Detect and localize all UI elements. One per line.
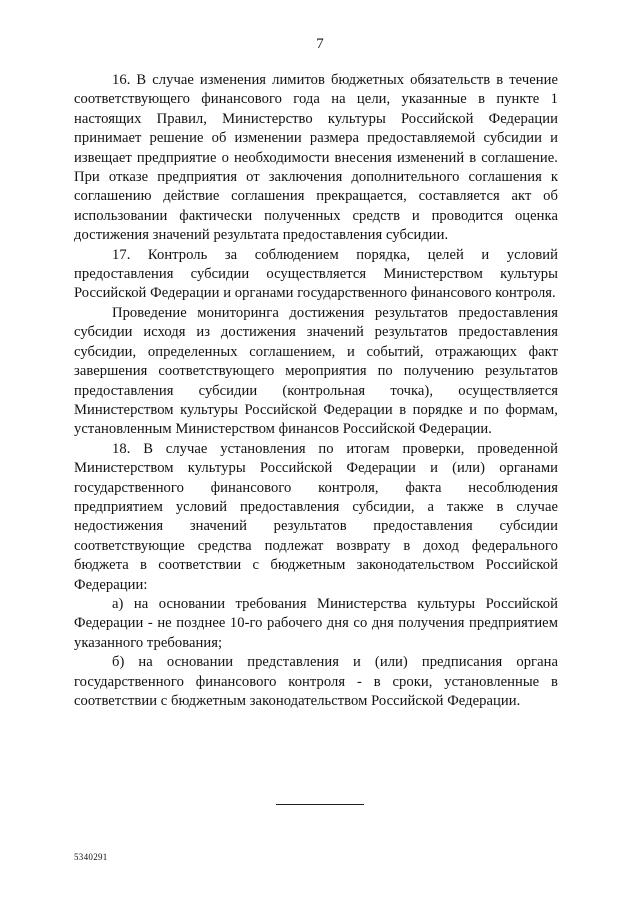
paragraph-monitoring: Проведение мониторинга достижения результатов предоставления субсидии исходя из достижения значений результатов предоставления субсидии, определенных соглашением, и событий, отражающих факт завершения соответствующего мероприятия по получению результатов предоставления субсидии (контрольная точка), осуществляется Министерством культуры Российской Федерации в порядке и по формам, установленным Министерством финансов Российской Федерации.	[74, 304, 558, 438]
paragraph-17: 17. Контроль за соблюдением порядка, целей и условий предоставления субсидии осуществляется Министерством культуры Российской Федерации и органами государственного финансового контроля.	[74, 246, 558, 302]
document-code: 5340291	[74, 852, 108, 862]
end-of-document-rule	[276, 804, 364, 805]
paragraph-16: 16. В случае изменения лимитов бюджетных обязательств в течение соответствующего финансового года на цели, указанные в пункте 1 настоящих Правил, Министерство культуры Российской Федерации принимает решение об изменении размера предоставляемой субсидии и извещает предприятие о необходимости внесения изменений в соглашение. При отказе предприятия от заключения дополнительного соглашения к соглашению действие соглашения прекращается, составляется акт об использовании фактически полученных средств и проводится оценка достижения значений результата предоставления субсидии.	[74, 72, 558, 244]
paragraph-18: 18. В случае установления по итогам проверки, проведенной Министерством культуры Российской Федерации и (или) органами государственного финансового контроля, факта несоблюдения предприятием условий предоставления субсидии, а также в случае недостижения значений результатов предоставления субсидии соответствующие средства подлежат возврату в доход федерального бюджета в соответствии с бюджетным законодательством Российской Федерации:	[74, 440, 558, 593]
page-number: 7	[316, 36, 324, 52]
paragraph-18-item-b: б) на основании представления и (или) предписания органа государственного финансового контроля - в сроки, установленные в соответствии с бюджетным законодательством Российской Федерации.	[74, 654, 558, 709]
paragraph-18-item-a: а) на основании требования Министерства культуры Российской Федерации - не позднее 10-го рабочего дня со дня получения предприятием указанного требования;	[74, 595, 558, 651]
document-body	[74, 71, 558, 711]
